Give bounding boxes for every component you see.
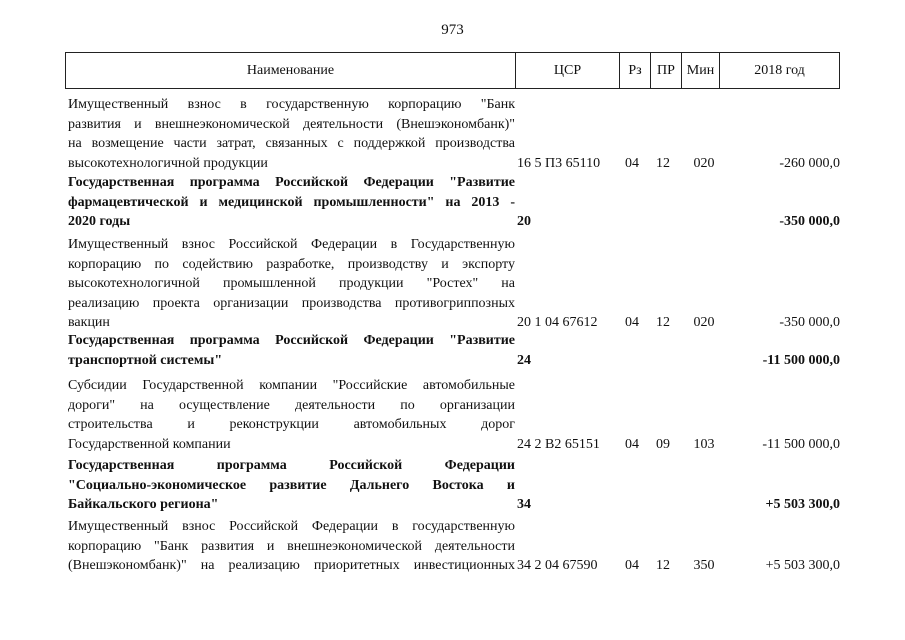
row-rz: 04 <box>625 315 639 330</box>
row-name-line: Государственной компании <box>68 436 231 452</box>
row-csr: 34 2 04 67590 <box>517 558 598 573</box>
row-pr: 09 <box>656 436 670 452</box>
row-csr: 24 2 В2 65151 <box>517 436 600 452</box>
row-csr: 20 1 04 67612 <box>517 315 598 330</box>
row-name-line: фармацевтической и медицинской промышленности" на 2013 - <box>68 194 515 210</box>
row-name-line: "Социально-экономическое развитие Дальнего Востока и <box>68 477 515 493</box>
row-pr: 12 <box>656 558 670 573</box>
row-name <box>68 517 515 576</box>
row-name-line: Государственная программа Российской Федерации "Развитие <box>68 333 515 348</box>
row-name-line: Байкальского региона" <box>68 497 219 512</box>
row-name-line: Государственная программа Российской Федерации "Развитие <box>68 175 515 190</box>
header-rz: Рз <box>619 53 650 88</box>
row-amount: -350 000,0 <box>779 214 840 229</box>
row-min: 020 <box>693 155 715 171</box>
row-min: 350 <box>693 558 715 573</box>
row-name-line: транспортной системы" <box>68 352 223 368</box>
table-row <box>0 517 905 576</box>
header-pr: ПР <box>650 53 681 88</box>
row-rz: 04 <box>625 436 639 452</box>
row-name <box>68 456 515 515</box>
row-min: 020 <box>693 315 715 330</box>
row-rz: 04 <box>625 155 639 171</box>
row-amount: -350 000,0 <box>779 315 840 330</box>
table-row <box>0 95 905 173</box>
header-year: 2018 год <box>719 53 839 88</box>
row-csr: 34 <box>517 497 531 512</box>
row-rz: 04 <box>625 558 639 573</box>
row-amount: -11 500 000,0 <box>762 436 840 452</box>
row-min: 103 <box>693 436 715 452</box>
table-row <box>0 456 905 515</box>
table-row <box>0 376 905 454</box>
row-csr: 20 <box>517 214 531 229</box>
row-name-line: (Внешэкономбанк)" на реализацию приоритетных инвестиционных <box>68 558 515 573</box>
row-amount: -11 500 000,0 <box>762 352 840 368</box>
row-pr: 12 <box>656 315 670 330</box>
row-name-line: корпорацию по содействию разработке, производству и экспорту <box>68 256 515 272</box>
row-name-line: корпорацию "Банк развития и внешнеэкономической деятельности <box>68 538 515 554</box>
row-name <box>68 173 515 232</box>
row-name-line: высокотехнологичной промышленной продукции "Ростех" на <box>68 276 515 291</box>
row-amount: +5 503 300,0 <box>765 558 840 573</box>
page-number: 973 <box>441 22 464 38</box>
row-name <box>68 235 515 333</box>
row-name <box>68 376 515 454</box>
row-name-line: Субсидии Государственной компании "Российские автомобильные <box>68 378 515 393</box>
row-name-line: вакцин <box>68 315 110 330</box>
table-row <box>0 173 905 232</box>
row-name-line: Имущественный взнос Российской Федерации в государственную <box>68 519 515 534</box>
row-csr: 24 <box>517 352 531 368</box>
row-name-line: Имущественный взнос Российской Федерации в Государственную <box>68 237 515 252</box>
row-csr: 16 5 П3 65110 <box>517 155 601 171</box>
header-min: Мин <box>681 53 719 88</box>
row-amount: -260 000,0 <box>779 155 840 171</box>
row-name-line: 2020 годы <box>68 214 131 229</box>
header-name: Наименование <box>246 63 335 78</box>
table-row <box>0 331 905 370</box>
table-header <box>65 52 840 89</box>
row-name <box>68 95 515 173</box>
row-name <box>68 331 515 370</box>
header-csr: ЦСР <box>515 53 619 88</box>
row-name-line: развития и внешнеэкономической деятельности (Внешэкономбанк)" <box>68 116 515 132</box>
row-pr: 12 <box>656 155 670 171</box>
row-name-line: Государственная программа Российской Федерации <box>68 458 515 473</box>
row-name-line: Имущественный взнос в государственную корпорацию "Банк <box>68 97 515 112</box>
row-amount: +5 503 300,0 <box>765 497 840 512</box>
row-name-line: дороги" на осуществление деятельности по организации <box>68 397 515 413</box>
row-name-line: на возмещение части затрат, связанных с поддержкой производства <box>68 136 515 151</box>
row-name-line: реализацию проекта организации производства противогриппозных <box>68 295 515 311</box>
row-name-line: высокотехнологичной продукции <box>68 155 268 171</box>
row-name-line: строительства и реконструкции автомобильных дорог <box>68 417 515 432</box>
table-row <box>0 235 905 333</box>
